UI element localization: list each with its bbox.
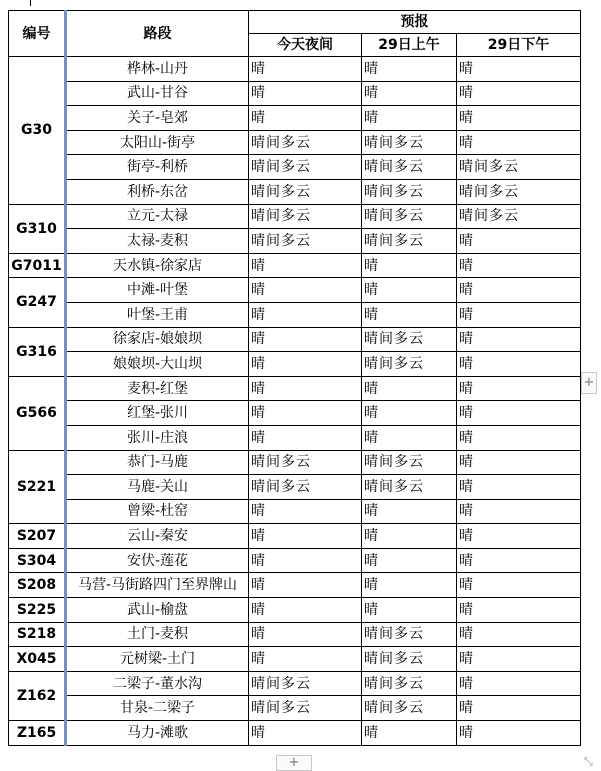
forecast-29-afternoon-cell: 晴	[457, 598, 581, 623]
forecast-29-afternoon-cell: 晴	[457, 401, 581, 426]
road-section-cell: 马鹿-关山	[66, 475, 249, 500]
forecast-29-afternoon-cell: 晴	[457, 573, 581, 598]
forecast-tonight-cell: 晴间多云	[249, 179, 362, 204]
forecast-29-afternoon-cell: 晴	[457, 671, 581, 696]
table-row	[9, 696, 581, 721]
road-section-cell: 叶堡-王甫	[66, 302, 249, 327]
forecast-29-morning-cell: 晴	[362, 721, 457, 746]
header-forecast: 预报	[249, 11, 581, 34]
forecast-29-afternoon-cell: 晴	[457, 696, 581, 721]
header-period-tonight: 今天夜间	[249, 34, 362, 57]
forecast-tonight-cell: 晴	[249, 302, 362, 327]
road-code-cell: G316	[9, 327, 66, 376]
forecast-29-afternoon-cell: 晴	[457, 622, 581, 647]
forecast-29-morning-cell: 晴间多云	[362, 450, 457, 475]
table-row	[9, 327, 581, 352]
forecast-tonight-cell: 晴	[249, 598, 362, 623]
table-row	[9, 352, 581, 377]
header-road: 路段	[66, 11, 249, 57]
forecast-tonight-cell: 晴	[249, 57, 362, 82]
forecast-tonight-cell: 晴间多云	[249, 475, 362, 500]
forecast-29-morning-cell: 晴间多云	[362, 647, 457, 672]
forecast-29-morning-cell: 晴间多云	[362, 475, 457, 500]
forecast-tonight-cell: 晴	[249, 81, 362, 106]
table-row	[9, 475, 581, 500]
road-section-cell: 土门-麦积	[66, 622, 249, 647]
page-corner-marker	[30, 0, 31, 6]
forecast-tonight-cell: 晴	[249, 253, 362, 278]
road-section-cell: 中滩-叶堡	[66, 278, 249, 303]
road-section-cell: 娘娘坝-大山坝	[66, 352, 249, 377]
forecast-29-afternoon-cell: 晴	[457, 475, 581, 500]
forecast-tonight-cell: 晴	[249, 647, 362, 672]
table-row	[9, 499, 581, 524]
road-section-cell: 安伏-莲花	[66, 548, 249, 573]
forecast-29-afternoon-cell: 晴	[457, 81, 581, 106]
forecast-29-morning-cell: 晴	[362, 106, 457, 131]
road-code-cell: G566	[9, 376, 66, 450]
forecast-29-afternoon-cell: 晴	[457, 524, 581, 549]
forecast-29-afternoon-cell: 晴间多云	[457, 155, 581, 180]
road-code-cell: S218	[9, 622, 66, 647]
forecast-tonight-cell: 晴	[249, 622, 362, 647]
add-column-button[interactable]: +	[581, 372, 597, 394]
table-row	[9, 671, 581, 696]
table-row	[9, 179, 581, 204]
forecast-29-morning-cell: 晴	[362, 253, 457, 278]
forecast-29-morning-cell: 晴间多云	[362, 352, 457, 377]
forecast-29-afternoon-cell: 晴	[457, 57, 581, 82]
forecast-29-morning-cell: 晴间多云	[362, 229, 457, 254]
forecast-29-afternoon-cell: 晴	[457, 253, 581, 278]
forecast-tonight-cell: 晴	[249, 278, 362, 303]
forecast-tonight-cell: 晴	[249, 376, 362, 401]
table-row	[9, 573, 581, 598]
forecast-29-morning-cell: 晴	[362, 81, 457, 106]
table-row	[9, 450, 581, 475]
forecast-29-morning-cell: 晴间多云	[362, 671, 457, 696]
forecast-tonight-cell: 晴间多云	[249, 696, 362, 721]
forecast-tonight-cell: 晴间多云	[249, 204, 362, 229]
forecast-29-morning-cell: 晴	[362, 376, 457, 401]
road-code-cell: G310	[9, 204, 66, 253]
forecast-29-morning-cell: 晴	[362, 401, 457, 426]
forecast-tonight-cell: 晴间多云	[249, 229, 362, 254]
forecast-29-afternoon-cell: 晴	[457, 425, 581, 450]
forecast-tonight-cell: 晴	[249, 401, 362, 426]
forecast-tonight-cell: 晴间多云	[249, 130, 362, 155]
forecast-29-afternoon-cell: 晴	[457, 548, 581, 573]
table-row	[9, 721, 581, 746]
table-row	[9, 401, 581, 426]
forecast-tonight-cell: 晴	[249, 352, 362, 377]
forecast-29-morning-cell: 晴	[362, 548, 457, 573]
forecast-tonight-cell: 晴	[249, 106, 362, 131]
road-section-cell: 太禄-麦积	[66, 229, 249, 254]
road-section-cell: 街亭-利桥	[66, 155, 249, 180]
forecast-29-afternoon-cell: 晴	[457, 130, 581, 155]
table-row	[9, 229, 581, 254]
road-section-cell: 红堡-张川	[66, 401, 249, 426]
header-row-top	[9, 11, 581, 34]
road-code-cell: Z162	[9, 671, 66, 720]
table-row	[9, 155, 581, 180]
table-row	[9, 647, 581, 672]
forecast-tonight-cell: 晴	[249, 548, 362, 573]
table-row	[9, 598, 581, 623]
forecast-tonight-cell: 晴	[249, 425, 362, 450]
road-section-cell: 二梁子-董水沟	[66, 671, 249, 696]
road-section-cell: 利桥-东岔	[66, 179, 249, 204]
forecast-tonight-cell: 晴	[249, 573, 362, 598]
forecast-29-afternoon-cell: 晴	[457, 721, 581, 746]
road-section-cell: 桦林-山丹	[66, 57, 249, 82]
road-code-cell: G30	[9, 57, 66, 205]
table-row	[9, 204, 581, 229]
table-row	[9, 81, 581, 106]
forecast-29-afternoon-cell: 晴	[457, 647, 581, 672]
forecast-29-morning-cell: 晴间多云	[362, 155, 457, 180]
forecast-29-morning-cell: 晴	[362, 425, 457, 450]
road-section-cell: 马力-滩歌	[66, 721, 249, 746]
forecast-29-afternoon-cell: 晴间多云	[457, 179, 581, 204]
forecast-29-afternoon-cell: 晴	[457, 278, 581, 303]
road-code-cell: Z165	[9, 721, 66, 746]
table-row	[9, 302, 581, 327]
forecast-29-morning-cell: 晴间多云	[362, 204, 457, 229]
forecast-29-afternoon-cell: 晴间多云	[457, 204, 581, 229]
forecast-29-morning-cell: 晴	[362, 278, 457, 303]
road-weather-forecast-table	[8, 10, 581, 746]
road-code-cell: S207	[9, 524, 66, 549]
table-row	[9, 130, 581, 155]
forecast-29-morning-cell: 晴间多云	[362, 327, 457, 352]
forecast-29-morning-cell: 晴	[362, 499, 457, 524]
forecast-29-morning-cell: 晴间多云	[362, 696, 457, 721]
table-resize-handle[interactable]: ⤡	[584, 755, 593, 768]
road-code-cell: G7011	[9, 253, 66, 278]
table-row	[9, 622, 581, 647]
table-row	[9, 106, 581, 131]
road-section-cell: 元树梁-土门	[66, 647, 249, 672]
road-section-cell: 武山-榆盘	[66, 598, 249, 623]
table-row	[9, 278, 581, 303]
table-row	[9, 548, 581, 573]
forecast-29-morning-cell: 晴	[362, 524, 457, 549]
road-code-cell: S304	[9, 548, 66, 573]
forecast-29-afternoon-cell: 晴	[457, 302, 581, 327]
forecast-tonight-cell: 晴间多云	[249, 155, 362, 180]
header-code: 编号	[9, 11, 66, 57]
forecast-29-afternoon-cell: 晴	[457, 352, 581, 377]
road-code-cell: S221	[9, 450, 66, 524]
forecast-29-afternoon-cell: 晴	[457, 327, 581, 352]
forecast-29-afternoon-cell: 晴	[457, 499, 581, 524]
table-body	[9, 57, 581, 746]
road-section-cell: 立元-太禄	[66, 204, 249, 229]
forecast-tonight-cell: 晴	[249, 499, 362, 524]
road-code-cell: G247	[9, 278, 66, 327]
forecast-29-afternoon-cell: 晴	[457, 229, 581, 254]
road-section-cell: 张川-庄浪	[66, 425, 249, 450]
table-row	[9, 524, 581, 549]
road-code-cell: S225	[9, 598, 66, 623]
road-section-cell: 甘泉-二梁子	[66, 696, 249, 721]
road-section-cell: 恭门-马鹿	[66, 450, 249, 475]
road-section-cell: 麦积-红堡	[66, 376, 249, 401]
forecast-29-morning-cell: 晴	[362, 57, 457, 82]
forecast-29-morning-cell: 晴间多云	[362, 622, 457, 647]
forecast-tonight-cell: 晴	[249, 524, 362, 549]
road-section-cell: 天水镇-徐家店	[66, 253, 249, 278]
add-row-button[interactable]: +	[276, 755, 312, 771]
road-section-cell: 徐家店-娘娘坝	[66, 327, 249, 352]
forecast-29-afternoon-cell: 晴	[457, 450, 581, 475]
road-section-cell: 太阳山-街亭	[66, 130, 249, 155]
road-section-cell: 马营-马街路四门至界牌山	[66, 573, 249, 598]
forecast-tonight-cell: 晴	[249, 721, 362, 746]
forecast-tonight-cell: 晴间多云	[249, 671, 362, 696]
forecast-29-morning-cell: 晴	[362, 302, 457, 327]
forecast-tonight-cell: 晴间多云	[249, 450, 362, 475]
road-code-cell: S208	[9, 573, 66, 598]
forecast-29-afternoon-cell: 晴	[457, 106, 581, 131]
table-row	[9, 57, 581, 82]
road-section-cell: 曾梁-杜窑	[66, 499, 249, 524]
forecast-tonight-cell: 晴	[249, 327, 362, 352]
road-code-cell: X045	[9, 647, 66, 672]
road-section-cell: 武山-甘谷	[66, 81, 249, 106]
forecast-29-morning-cell: 晴间多云	[362, 179, 457, 204]
table-row	[9, 425, 581, 450]
header-period-29-afternoon: 29日下午	[457, 34, 581, 57]
road-section-cell: 关子-皂郊	[66, 106, 249, 131]
table-row	[9, 253, 581, 278]
header-period-29-morning: 29日上午	[362, 34, 457, 57]
table-row	[9, 376, 581, 401]
forecast-29-morning-cell: 晴	[362, 573, 457, 598]
road-section-cell: 云山-秦安	[66, 524, 249, 549]
forecast-29-afternoon-cell: 晴	[457, 376, 581, 401]
forecast-29-morning-cell: 晴间多云	[362, 130, 457, 155]
forecast-29-morning-cell: 晴	[362, 598, 457, 623]
